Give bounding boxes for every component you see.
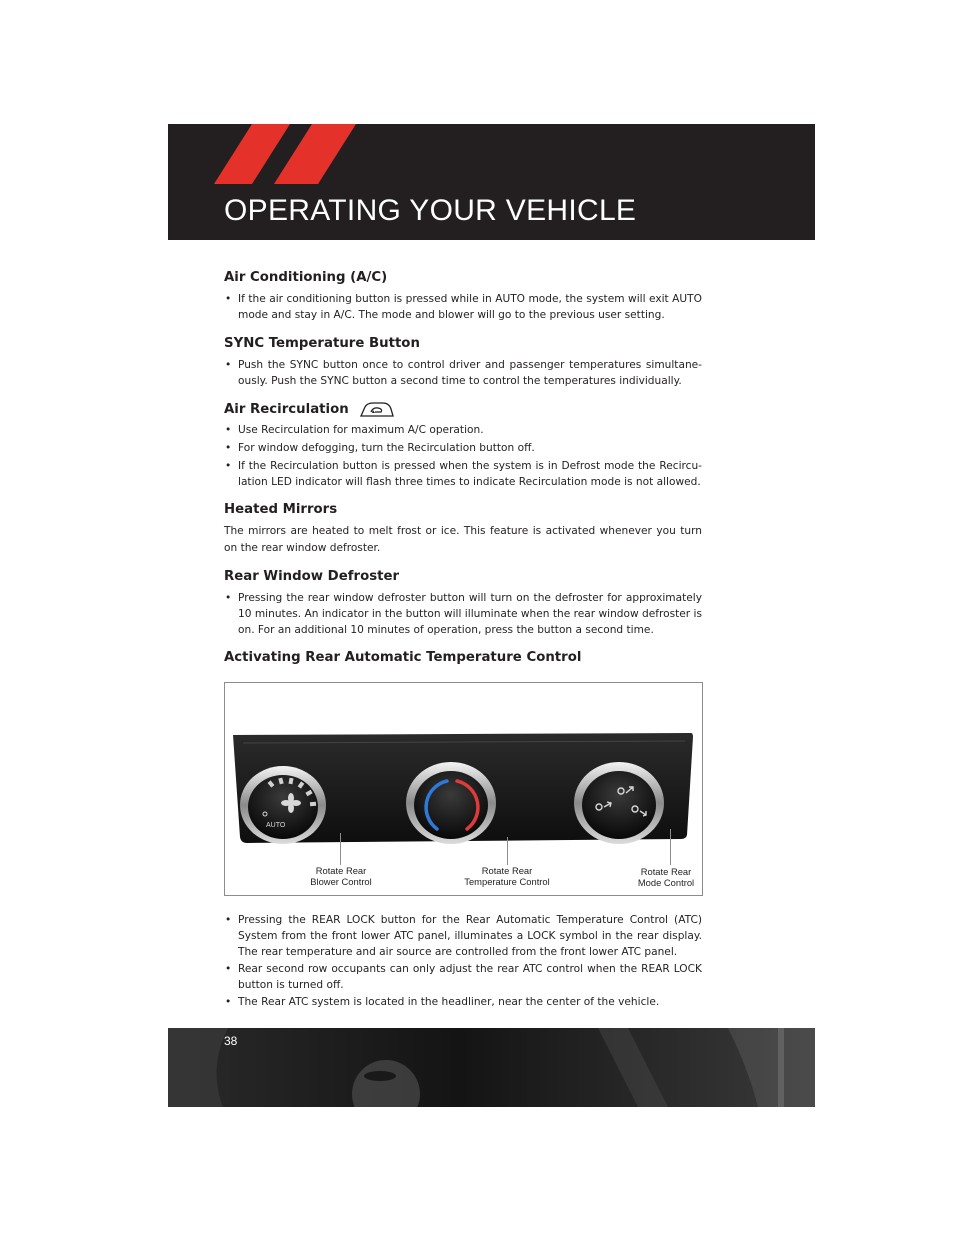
heading-sync: SYNC Temperature Button <box>224 336 420 351</box>
label-line: Mode Control <box>637 877 695 888</box>
rear-atc-panel-figure <box>224 682 703 896</box>
rear-atc-bullets <box>224 912 702 1010</box>
list-item: • Use Recirculation for maximum A/C operation. <box>224 422 702 438</box>
mode-knob[interactable] <box>574 762 664 844</box>
list-item: • Pressing the rear window defroster button will turn on the defroster for approximately 10 minutes. An indicator in the button will illuminate when the rear window defroster is on. For an additional 10 minutes of operation, press the button a second time. <box>224 590 702 638</box>
list-item: • If the Recirculation button is pressed when the system is in Defrost mode the Recircu-lation LED indicator will flash three times to indicate Recirculation mode is not allowed. <box>224 458 702 490</box>
list-item: • For window defogging, turn the Recirculation button off. <box>224 440 702 456</box>
brand-stripes-logo <box>214 124 356 184</box>
page-number: 38 <box>224 1034 238 1048</box>
recirculation-icon <box>359 401 395 419</box>
footer-band <box>168 1028 815 1107</box>
heading-recirculation: Air Recirculation <box>224 402 349 417</box>
leader-line-temperature <box>507 837 508 865</box>
heading-recirculation-row <box>224 400 702 420</box>
label-line: Rotate Rear <box>640 866 692 877</box>
label-line: Temperature Control <box>464 876 550 887</box>
leader-line-blower <box>340 833 341 865</box>
ac-bullets <box>224 291 702 323</box>
list-item: • The Rear ATC system is located in the headliner, near the center of the vehicle. <box>224 994 702 1010</box>
label-temperature-control <box>455 865 559 887</box>
list-item: • If the air conditioning button is pressed while in AUTO mode, the system will exit AUTO mode and stay in A/C. The mode and blower will go to the previous user setting. <box>224 291 702 323</box>
label-mode-control <box>631 866 701 888</box>
rear-atc-panel-illustration <box>225 683 702 895</box>
rear-atc-text <box>224 912 702 1010</box>
blower-knob[interactable] <box>240 766 326 844</box>
defroster-bullets <box>224 590 702 638</box>
knob-auto-label: AUTO <box>266 822 286 829</box>
page-title: OPERATING YOUR VEHICLE <box>224 194 637 227</box>
heading-rear-atc: Activating Rear Automatic Temperature Control <box>224 650 582 665</box>
heading-air-conditioning: Air Conditioning (A/C) <box>224 270 388 285</box>
heading-heated-mirrors: Heated Mirrors <box>224 502 338 517</box>
sync-bullets <box>224 357 702 389</box>
label-line: Rotate Rear <box>315 865 367 876</box>
list-item: • Pressing the REAR LOCK button for the Rear Automatic Temperature Control (ATC) System from the front lower ATC panel, illuminates a LOCK symbol in the rear display. The rear temperature and air source are controlled from the front lower ATC panel. <box>224 912 702 960</box>
label-line: Rotate Rear <box>481 865 533 876</box>
heated-mirrors-text: The mirrors are heated to melt frost or ice. This feature is activated whenever you turn on the rear window defroster. <box>224 525 702 554</box>
list-item: • Push the SYNC button once to control driver and passenger temperatures simultane-ously. Push the SYNC button a second time to control the temperatures individually. <box>224 357 702 389</box>
recirc-bullets <box>224 422 702 490</box>
label-blower-control <box>302 865 380 887</box>
heading-rear-window-defroster: Rear Window Defroster <box>224 569 400 584</box>
temperature-knob[interactable] <box>406 762 496 844</box>
footer-photo <box>168 1028 815 1107</box>
label-line: Blower Control <box>310 876 372 887</box>
list-item: • Rear second row occupants can only adjust the rear ATC control when the REAR LOCK button is turned off. <box>224 961 702 993</box>
leader-line-mode <box>670 829 671 865</box>
main-content <box>224 268 702 668</box>
